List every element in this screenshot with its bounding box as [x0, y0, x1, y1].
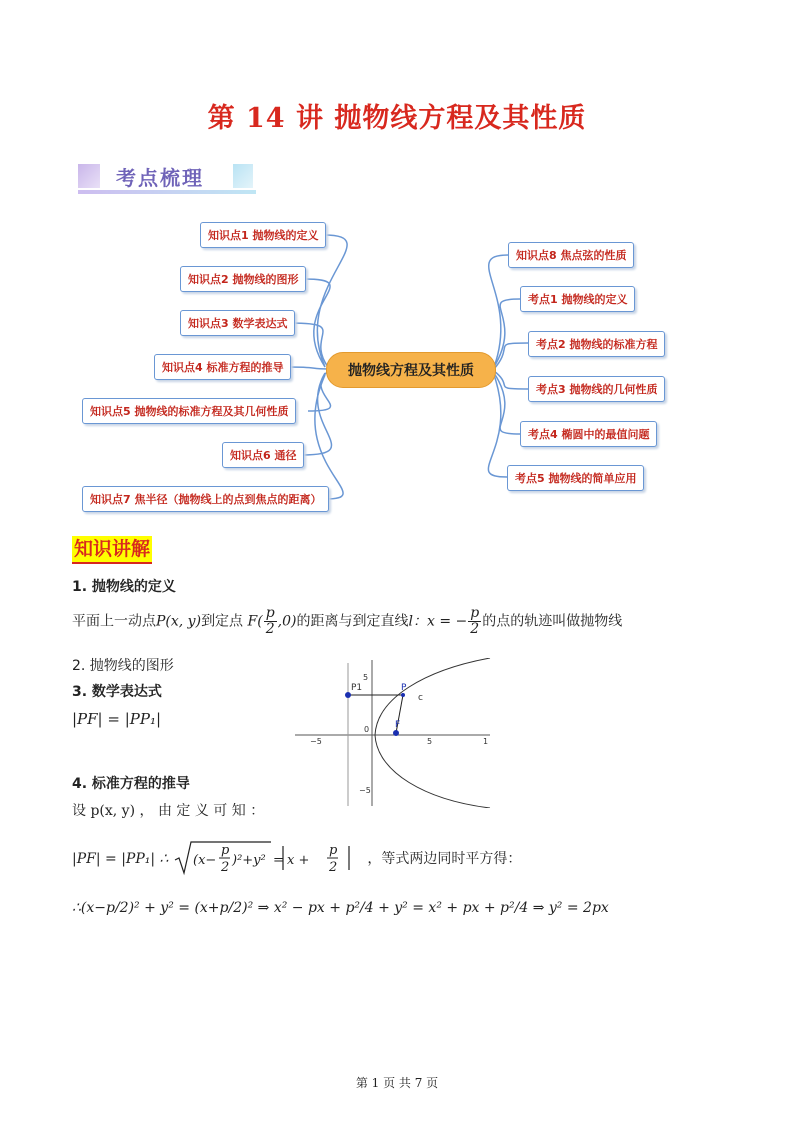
- point-p: P(x, y): [156, 613, 202, 630]
- connector-right-6: [488, 375, 507, 477]
- sqrt-expression: [173, 840, 363, 878]
- connector-left-4: [288, 367, 328, 369]
- point-label-p: P: [401, 683, 407, 693]
- knowledge-heading: 知识讲解: [72, 536, 152, 564]
- mindmap-node-left: 知识点6 通径: [222, 442, 304, 468]
- connector-left-6: [302, 373, 332, 455]
- svg-text:(x−: (x−: [192, 853, 217, 868]
- curve-label: c: [418, 693, 423, 703]
- mindmap-node-left: 知识点4 标准方程的推导: [154, 354, 291, 380]
- x-tick-label: 1: [483, 737, 489, 746]
- definition-text-c: 的距离与到定直线: [296, 613, 409, 630]
- fraction-denominator: 2: [328, 860, 338, 875]
- banner-label: 考点梳理: [116, 166, 204, 190]
- definition-line: [72, 606, 622, 637]
- item-heading-4: 4. 标准方程的推导: [72, 776, 190, 792]
- svg-text:x +: x +: [286, 853, 310, 868]
- mindmap-center-node: 抛物线方程及其性质: [326, 352, 496, 388]
- svg-text:=: =: [272, 853, 284, 868]
- mindmap-node-right: 知识点8 焦点弦的性质: [508, 242, 634, 268]
- expression-pf: |PF| = |PP₁|: [72, 710, 162, 728]
- derivation-suffix: ，等式两边同时平方得：: [367, 851, 522, 867]
- svg-text:)²+y²: )²+y²: [231, 853, 266, 868]
- parabola-graph: [295, 658, 495, 808]
- derivation-prefix: |PF| = |PP₁| ∴: [72, 851, 173, 867]
- definition-text-b: 到定点: [201, 613, 244, 630]
- fraction-denominator: 2: [470, 621, 480, 637]
- mindmap-node-left: 知识点5 抛物线的标准方程及其几何性质: [82, 398, 296, 424]
- directrix-x: x = −: [426, 613, 468, 630]
- x-tick-label: 5: [427, 737, 433, 746]
- fraction-p-over-2: [468, 606, 481, 637]
- fraction-p-over-2: [264, 606, 277, 637]
- mindmap-node-right: 考点1 抛物线的定义: [520, 286, 635, 312]
- parabola-curve: [375, 658, 490, 808]
- origin-label: 0: [364, 725, 370, 734]
- point-label-p1: P1: [351, 683, 363, 693]
- connector-right-4: [494, 371, 528, 389]
- derivation-line-1: [72, 840, 521, 878]
- fraction-numerator: p: [220, 843, 230, 858]
- item-heading-2: 2. 抛物线的图形: [72, 658, 174, 674]
- fraction-denominator: 2: [265, 621, 275, 637]
- definition-text-d: 的点的轨迹叫做抛物线: [482, 613, 623, 630]
- y-tick-label: −5: [359, 786, 371, 795]
- connector-left-1: [317, 235, 347, 367]
- mindmap-node-right: 考点2 抛物线的标准方程: [528, 331, 665, 357]
- mindmap-node-left: 知识点3 数学表达式: [180, 310, 295, 336]
- section-banner: [78, 160, 258, 194]
- mindmap-node-right: 考点4 椭圆中的最值问题: [520, 421, 657, 447]
- focus-f: F(: [247, 613, 263, 630]
- mindmap-node-left: 知识点7 焦半径（抛物线上的点到焦点的距离）: [82, 486, 329, 512]
- fraction-numerator: p: [470, 605, 480, 621]
- connector-right-5: [494, 373, 520, 434]
- fraction-numerator: p: [328, 843, 338, 858]
- page-footer: 第 1 页 共 7 页: [355, 1076, 439, 1090]
- point-p: [401, 693, 405, 697]
- fraction-denominator: 2: [220, 860, 230, 875]
- banner-decoration-left: [78, 164, 100, 188]
- page-title: 第 14 讲 抛物线方程及其性质: [207, 103, 587, 134]
- mindmap-node-left: 知识点1 抛物线的定义: [200, 222, 326, 248]
- derivation-line-2: ∴(x−p/2)² + y² = (x+p/2)² ⇒ x² − px + p²/4 + y² = x² + px + p²/4 ⇒ y² = 2px: [72, 900, 609, 916]
- connector-right-1: [489, 255, 508, 367]
- mindmap-node-right: 考点3 抛物线的几何性质: [528, 376, 665, 402]
- item-heading-1: 1. 抛物线的定义: [72, 579, 176, 595]
- y-tick-label: 5: [363, 673, 369, 682]
- let-statement: 设 p(x, y) ， 由 定 义 可 知 ：: [72, 803, 265, 819]
- point-label-f: F: [395, 720, 401, 730]
- x-tick-label: −5: [310, 737, 322, 746]
- item-heading-3: 3. 数学表达式: [72, 684, 162, 700]
- mindmap-node-left: 知识点2 抛物线的图形: [180, 266, 306, 292]
- focus-f-tail: ,0): [277, 613, 297, 630]
- definition-text-a: 平面上一动点: [72, 613, 156, 630]
- fraction-numerator: p: [265, 605, 275, 621]
- mind-map: [70, 205, 710, 525]
- line-l: l：: [408, 613, 427, 630]
- banner-decoration-right: [233, 164, 253, 188]
- mindmap-node-right: 考点5 抛物线的简单应用: [507, 465, 644, 491]
- point-f: [393, 730, 399, 736]
